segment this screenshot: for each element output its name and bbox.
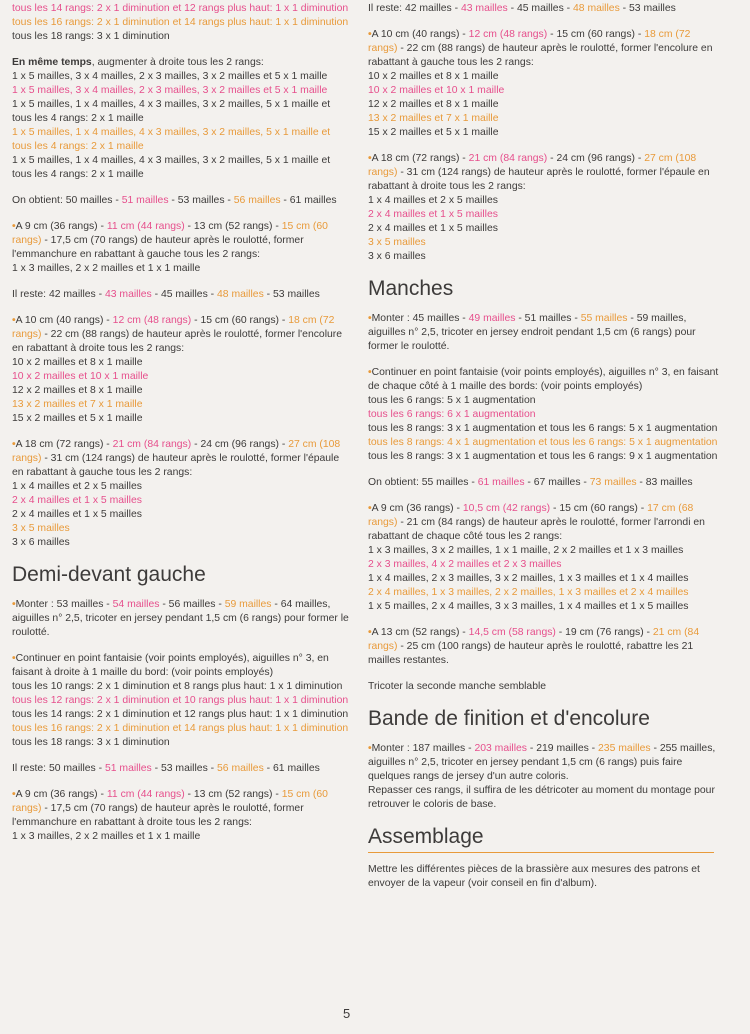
text-line <box>368 502 722 544</box>
text-run: 2 x 4 mailles et 1 x 5 mailles <box>368 223 498 234</box>
text-run: A 18 cm (72 rangs) - <box>15 439 113 450</box>
text-line <box>368 250 722 264</box>
text-run: 27 cm (108 rangs) <box>12 439 341 464</box>
text-run: 43 mailles <box>104 289 152 300</box>
text-run: 1 x 3 mailles, 3 x 2 mailles, 1 x 1 maille, 2 x 2 mailles et 1 x 3 mailles <box>368 545 684 556</box>
text-run: 56 mailles <box>233 195 281 206</box>
text-run: tous les 14 rangs: 2 x 1 diminution et 12 rangs plus haut: 1 x 1 diminution <box>12 3 349 14</box>
bullet-icon: • <box>368 743 372 754</box>
right-column <box>368 0 722 903</box>
section-heading-bande: Bande de finition et d'encolure <box>368 707 650 730</box>
text-line <box>12 126 352 154</box>
text-block <box>12 288 352 302</box>
text-line <box>12 830 352 844</box>
text-run: A 9 cm (36 rangs) - <box>15 221 107 232</box>
text-run: A 9 cm (36 rangs) - <box>15 789 107 800</box>
text-line <box>368 572 722 586</box>
text-run: - 15 cm (60 rangs) - <box>550 503 648 514</box>
text-line <box>12 508 352 522</box>
text-line <box>12 2 352 16</box>
bullet-icon: • <box>368 503 372 514</box>
text-run: Monter : 53 mailles - <box>15 599 113 610</box>
text-run: Tricoter la seconde manche semblable <box>368 681 547 692</box>
text-run: 51 mailles <box>104 763 152 774</box>
text-run: 13 x 2 mailles et 7 x 1 maille <box>368 113 499 124</box>
text-line <box>368 742 722 784</box>
bullet-icon: • <box>368 627 372 638</box>
text-block <box>12 762 352 776</box>
text-line <box>12 522 352 536</box>
text-run: A 10 cm (40 rangs) - <box>371 29 469 40</box>
text-line <box>12 736 352 750</box>
text-run: 15 x 2 mailles et 5 x 1 maille <box>368 127 499 138</box>
text-line <box>12 494 352 508</box>
bullet-icon: • <box>12 439 16 450</box>
text-run: - 19 cm (76 rangs) - <box>555 627 653 638</box>
text-run: - 64 mailles, aiguilles n° 2,5, tricoter en jersey pendant 1,5 cm (6 rangs) pour former le roulotté. <box>12 599 349 638</box>
text-block <box>12 438 352 550</box>
text-line <box>368 680 722 694</box>
text-block <box>368 626 722 668</box>
text-line <box>12 788 352 830</box>
text-run: - 51 mailles - <box>515 313 581 324</box>
text-run: A 10 cm (40 rangs) - <box>15 315 113 326</box>
text-run: Continuer en point fantaisie (voir points employés), aiguilles n° 3, en faisant à droite à 1 maille du bord: (voir points employés) <box>12 653 329 678</box>
text-run: 15 cm (60 rangs) <box>12 789 328 814</box>
text-run: - 59 mailles, aiguilles n° 2,5, tricoter en jersey endroit pendant 1,5 cm (6 rangs) pour former le roulotté. <box>368 313 696 352</box>
text-run: - 53 mailles <box>619 3 676 14</box>
text-block <box>368 476 722 490</box>
text-run: tous les 6 rangs: 6 x 1 augmentation <box>368 409 536 420</box>
text-run: - 56 mailles - <box>159 599 225 610</box>
section-heading-assemblage: Assemblage <box>368 825 484 848</box>
text-line <box>12 694 352 708</box>
text-run: 10 x 2 mailles et 10 x 1 maille <box>12 371 149 382</box>
text-run: tous les 18 rangs: 3 x 1 diminution <box>12 737 170 748</box>
text-run: - 25 cm (100 rangs) de hauteur après le roulotté, rabattre les 21 mailles restantes. <box>368 641 694 666</box>
text-block <box>12 788 352 844</box>
text-run: 3 x 6 mailles <box>12 537 70 548</box>
text-line <box>12 84 352 98</box>
text-run: 17 cm (68 rangs) <box>368 503 694 528</box>
text-block <box>368 863 722 891</box>
text-line <box>12 288 352 302</box>
text-line <box>368 2 722 16</box>
text-run: - 13 cm (52 rangs) - <box>184 789 282 800</box>
text-line <box>368 70 722 84</box>
text-run: - 17,5 cm (70 rangs) de hauteur après le roulotté, former l'emmanchure en rabattant à droite tous les 2 rangs: <box>12 803 304 828</box>
same-time-rest: , augmenter à droite tous les 2 rangs: <box>91 57 264 68</box>
text-run: 61 mailles <box>477 477 525 488</box>
text-run: tous les 12 rangs: 2 x 1 diminution et 10 rangs plus haut: 1 x 1 diminution <box>12 695 349 706</box>
text-run: tous les 14 rangs: 2 x 1 diminution et 12 rangs plus haut: 1 x 1 diminution <box>12 709 349 720</box>
text-line <box>368 222 722 236</box>
text-run: 14,5 cm (58 rangs) <box>468 627 556 638</box>
text-run: 51 mailles <box>121 195 169 206</box>
bullet-icon: • <box>368 153 372 164</box>
text-line <box>368 544 722 558</box>
text-run: 12 cm (48 rangs) <box>468 29 548 40</box>
text-run: 3 x 5 mailles <box>12 523 70 534</box>
text-run: tous les 8 rangs: 3 x 1 augmentation et tous les 6 rangs: 5 x 1 augmentation <box>368 423 718 434</box>
text-run: tous les 8 rangs: 4 x 1 augmentation et tous les 6 rangs: 5 x 1 augmentation <box>368 437 718 448</box>
text-run: 3 x 6 mailles <box>368 251 426 262</box>
text-line <box>12 598 352 640</box>
text-run: Il reste: 42 mailles - <box>12 289 105 300</box>
heading-underline <box>368 852 714 853</box>
text-run: - 53 mailles - <box>151 763 217 774</box>
text-line <box>12 652 352 680</box>
text-run: - 24 cm (96 rangs) - <box>547 153 645 164</box>
text-run: 10 x 2 mailles et 10 x 1 maille <box>368 85 505 96</box>
text-line <box>368 152 722 194</box>
text-run: - 21 cm (84 rangs) de hauteur après le roulotté, former l'arrondi en rabattant de chaque côté tous les 2 rangs: <box>368 517 705 542</box>
text-line <box>12 370 352 384</box>
text-line <box>368 394 722 408</box>
left-column <box>12 0 352 856</box>
text-block <box>12 652 352 750</box>
page-number: 5 <box>343 1006 351 1021</box>
text-line <box>368 208 722 222</box>
text-run: 1 x 5 mailles, 3 x 4 mailles, 2 x 3 mailles, 3 x 2 mailles et 5 x 1 maille <box>12 85 328 96</box>
text-line <box>12 708 352 722</box>
text-block <box>368 742 722 812</box>
text-line <box>12 98 352 126</box>
same-time-block <box>12 56 352 182</box>
bullet-icon: • <box>12 789 16 800</box>
text-line <box>12 154 352 182</box>
text-line <box>368 236 722 250</box>
text-block <box>368 152 722 264</box>
text-run: 15 cm (60 rangs) <box>12 221 328 246</box>
text-run: - 61 mailles <box>280 195 337 206</box>
text-block <box>12 314 352 426</box>
text-run: Continuer en point fantaisie (voir points employés), aiguilles n° 3, en faisant de chaque côté à 1 maille des bords: (voir points employés) <box>368 367 719 392</box>
text-run: - 53 mailles - <box>168 195 234 206</box>
text-run: 56 mailles <box>217 763 264 774</box>
text-line <box>12 438 352 480</box>
text-run: - 53 mailles <box>263 289 320 300</box>
text-line <box>368 366 722 394</box>
text-run: - 17,5 cm (70 rangs) de hauteur après le roulotté, former l'emmanchure en rabattant à gauche tous les 2 rangs: <box>12 235 304 260</box>
text-line <box>368 84 722 98</box>
text-run: 1 x 4 mailles et 2 x 5 mailles <box>12 481 142 492</box>
text-run: 54 mailles <box>112 599 160 610</box>
text-run: Monter : 45 mailles - <box>371 313 469 324</box>
text-run: 2 x 4 mailles et 1 x 5 mailles <box>12 495 142 506</box>
text-line <box>12 262 352 276</box>
text-line <box>368 98 722 112</box>
text-run: - 15 cm (60 rangs) - <box>547 29 645 40</box>
text-run: - 31 cm (124 rangs) de hauteur après le roulotté, former l'épaule en rabattant à gauche tous les 2 rangs: <box>12 453 340 478</box>
text-line <box>12 722 352 736</box>
text-run: 2 x 3 mailles, 4 x 2 mailles et 2 x 3 mailles <box>368 559 562 570</box>
text-line <box>368 586 722 600</box>
text-run: 59 mailles <box>224 599 272 610</box>
text-run: - 83 mailles <box>636 477 693 488</box>
text-run: 21 cm (84 rangs) <box>468 153 548 164</box>
text-block <box>12 70 352 182</box>
text-run: 48 mailles <box>217 289 264 300</box>
text-block <box>12 220 352 276</box>
text-line <box>368 476 722 490</box>
text-run: - 22 cm (88 rangs) de hauteur après le roulotté, former l'encolure en rabattant à gauche tous les 2 rangs: <box>368 43 713 68</box>
text-run: On obtient: 50 mailles - <box>12 195 122 206</box>
text-run: - 22 cm (88 rangs) de hauteur après le roulotté, former l'encolure en rabattant à droite tous les 2 rangs: <box>12 329 343 354</box>
text-run: A 18 cm (72 rangs) - <box>371 153 469 164</box>
text-line <box>368 126 722 140</box>
text-line <box>368 863 722 891</box>
text-run: 1 x 5 mailles, 1 x 4 mailles, 4 x 3 mailles, 3 x 2 mailles, 5 x 1 maille et tous les 4 rangs: 2 x 1 maille <box>12 127 331 152</box>
text-run: 48 mailles <box>573 3 620 14</box>
text-line <box>12 680 352 694</box>
text-run: 55 mailles <box>580 313 628 324</box>
text-line <box>12 384 352 398</box>
text-run: 15 x 2 mailles et 5 x 1 maille <box>12 413 143 424</box>
text-run: 1 x 4 mailles et 2 x 5 mailles <box>368 195 498 206</box>
section-heading-demi-devant: Demi-devant gauche <box>12 563 206 586</box>
text-run: 27 cm (108 rangs) <box>368 153 697 178</box>
text-run: tous les 10 rangs: 2 x 1 diminution et 8 rangs plus haut: 1 x 1 diminution <box>12 681 343 692</box>
text-block <box>12 194 352 208</box>
text-run: - 45 mailles - <box>151 289 217 300</box>
text-run: - 61 mailles <box>263 763 320 774</box>
text-line <box>368 626 722 668</box>
bullet-icon: • <box>368 313 372 324</box>
bullet-icon: • <box>12 315 16 326</box>
text-line <box>368 450 722 464</box>
text-line <box>12 398 352 412</box>
text-run: 3 x 5 mailles <box>368 237 426 248</box>
text-line <box>368 784 722 812</box>
text-run: On obtient: 55 mailles - <box>368 477 478 488</box>
text-run: 2 x 4 mailles et 1 x 5 mailles <box>12 509 142 520</box>
text-run: 12 x 2 mailles et 8 x 1 maille <box>368 99 499 110</box>
text-run: 203 mailles <box>474 743 527 754</box>
text-run: 73 mailles <box>589 477 637 488</box>
text-run: 11 cm (44 rangs) <box>106 221 185 232</box>
text-line <box>12 314 352 356</box>
text-block <box>12 598 352 640</box>
text-line <box>12 70 352 84</box>
text-run: tous les 16 rangs: 2 x 1 diminution et 14 rangs plus haut: 1 x 1 diminution <box>12 17 349 28</box>
text-line <box>368 558 722 572</box>
text-run: - 13 cm (52 rangs) - <box>184 221 282 232</box>
text-block <box>368 502 722 614</box>
text-line <box>368 436 722 450</box>
text-run: Il reste: 42 mailles - <box>368 3 461 14</box>
text-line <box>12 16 352 30</box>
text-run: 10 x 2 mailles et 8 x 1 maille <box>368 71 499 82</box>
text-run: 18 cm (72 rangs) <box>12 315 335 340</box>
text-run: 13 x 2 mailles et 7 x 1 maille <box>12 399 143 410</box>
text-block <box>368 2 722 16</box>
text-run: 2 x 4 mailles, 1 x 3 mailles, 2 x 2 mailles, 1 x 3 mailles et 2 x 4 mailles <box>368 587 689 598</box>
text-run: 10 x 2 mailles et 8 x 1 maille <box>12 357 143 368</box>
text-run: Monter : 187 mailles - <box>371 743 475 754</box>
text-run: tous les 8 rangs: 3 x 1 augmentation et tous les 6 rangs: 9 x 1 augmentation <box>368 451 718 462</box>
text-line <box>368 422 722 436</box>
text-run: - 31 cm (124 rangs) de hauteur après le roulotté, former l'épaule en rabattant à droite tous les 2 rangs: <box>368 167 710 192</box>
text-run: 21 cm (84 rangs) <box>112 439 192 450</box>
text-line <box>12 220 352 262</box>
text-run: 12 cm (48 rangs) <box>112 315 192 326</box>
text-run: 21 cm (84 rangs) <box>368 627 700 652</box>
text-run: 12 x 2 mailles et 8 x 1 maille <box>12 385 143 396</box>
text-run: - 67 mailles - <box>524 477 590 488</box>
text-run: 49 mailles <box>468 313 516 324</box>
text-block <box>368 312 722 354</box>
text-run: 11 cm (44 rangs) <box>106 789 185 800</box>
bullet-icon: • <box>12 653 16 664</box>
text-run: 235 mailles <box>598 743 651 754</box>
same-time-label: En même temps <box>12 57 92 68</box>
text-run: - 255 mailles, aiguilles n° 2,5, tricoter en jersey pendant 1,5 cm (6 rangs) puis faire quelques rangs de jersey d'un autre coloris. <box>368 743 716 782</box>
text-run: Il reste: 50 mailles - <box>12 763 105 774</box>
bullet-icon: • <box>368 367 372 378</box>
text-run: - 45 mailles - <box>507 3 573 14</box>
text-run: - 15 cm (60 rangs) - <box>191 315 289 326</box>
text-line <box>12 356 352 370</box>
text-run: 43 mailles <box>460 3 508 14</box>
text-run: 1 x 5 mailles, 2 x 4 mailles, 3 x 3 mailles, 1 x 4 mailles et 1 x 5 mailles <box>368 601 689 612</box>
text-line <box>368 112 722 126</box>
text-run: 1 x 5 mailles, 1 x 4 mailles, 4 x 3 mailles, 3 x 2 mailles, 5 x 1 maille et tous les 4 rangs: 2 x 1 maille <box>12 155 331 180</box>
bullet-icon: • <box>12 221 16 232</box>
text-block <box>368 366 722 464</box>
text-line <box>368 194 722 208</box>
text-line <box>368 600 722 614</box>
text-run: A 9 cm (36 rangs) - <box>371 503 463 514</box>
text-run: 1 x 3 mailles, 2 x 2 mailles et 1 x 1 maille <box>12 831 201 842</box>
text-run: tous les 6 rangs: 5 x 1 augmentation <box>368 395 536 406</box>
text-run: 10,5 cm (42 rangs) <box>462 503 551 514</box>
text-block <box>12 2 352 44</box>
text-run: tous les 16 rangs: 2 x 1 diminution et 14 rangs plus haut: 1 x 1 diminution <box>12 723 349 734</box>
text-run: tous les 18 rangs: 3 x 1 diminution <box>12 31 170 42</box>
text-run: - 24 cm (96 rangs) - <box>191 439 289 450</box>
text-run: 1 x 3 mailles, 2 x 2 mailles et 1 x 1 maille <box>12 263 201 274</box>
text-run: 2 x 4 mailles et 1 x 5 mailles <box>368 209 498 220</box>
text-run: 1 x 5 mailles, 3 x 4 mailles, 2 x 3 mailles, 3 x 2 mailles et 5 x 1 maille <box>12 71 328 82</box>
text-line <box>12 536 352 550</box>
text-block <box>368 680 722 694</box>
text-run: - 219 mailles - <box>527 743 599 754</box>
bullet-icon: • <box>12 599 16 610</box>
text-line <box>12 480 352 494</box>
text-line <box>368 408 722 422</box>
text-line <box>368 28 722 70</box>
text-run: 1 x 5 mailles, 1 x 4 mailles, 4 x 3 mailles, 3 x 2 mailles, 5 x 1 maille et tous les 4 rangs: 2 x 1 maille <box>12 99 331 124</box>
text-block <box>368 28 722 140</box>
text-run: Repasser ces rangs, il suffira de les détricoter au moment du montage pour retrouver le coloris de base. <box>368 785 715 810</box>
bullet-icon: • <box>368 29 372 40</box>
text-line <box>12 412 352 426</box>
text-line <box>12 194 352 208</box>
text-run: 18 cm (72 rangs) <box>368 29 691 54</box>
text-line <box>12 762 352 776</box>
text-line <box>12 30 352 44</box>
text-line <box>368 312 722 354</box>
section-heading-manches: Manches <box>368 277 454 300</box>
text-run: 1 x 4 mailles, 2 x 3 mailles, 3 x 2 mailles, 1 x 3 mailles et 1 x 4 mailles <box>368 573 689 584</box>
text-run: Mettre les différentes pièces de la brassière aux mesures des patrons et envoyer de la vapeur (voir conseil en fin d'album). <box>368 864 700 889</box>
text-run: A 13 cm (52 rangs) - <box>371 627 469 638</box>
